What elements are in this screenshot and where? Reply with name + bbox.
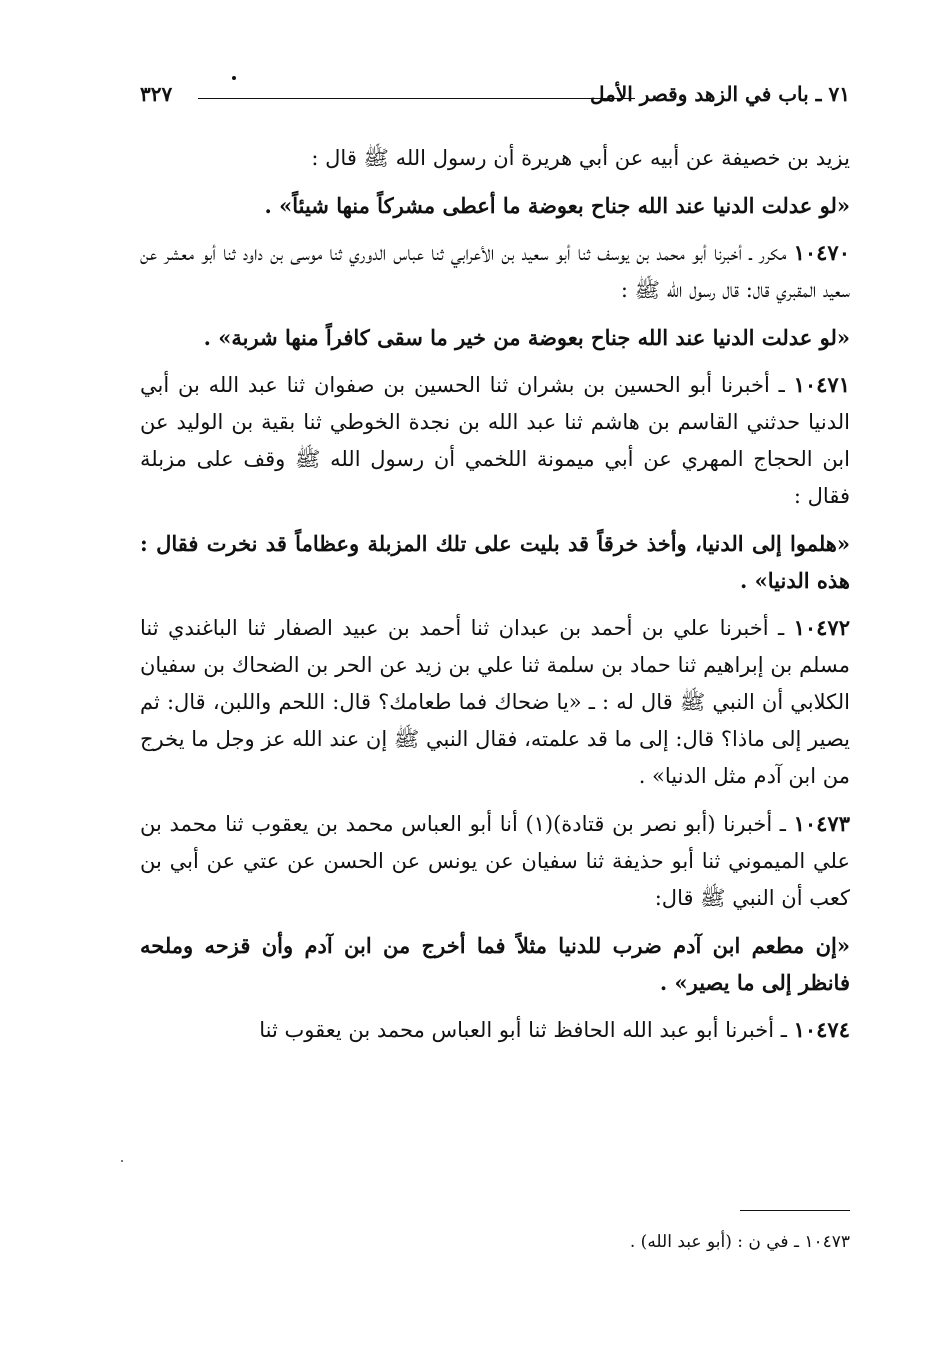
hadith-number: ١٠٤٧٣: [793, 811, 850, 836]
footnote: [140, 1232, 850, 1252]
isnad-text: ـ أخبرنا علي بن أحمد بن عبدان ثنا أحمد بن عبيد الصفار ثنا الباغندي ثنا مسلم بن إبراهيم ثنا حماد بن سلمة ثنا علي بن زيد عن الحر بن الضحاك بن سفيان الكلابي أن النبي ﷺ قال له : ـ «يا ضحاك فما طعامك؟ قال: اللحم واللبن، قال: ثم يصير إلى ماذا؟ قال: إلى ما قد علمته، فقال النبي ﷺ إن عند الله عز وجل ما يخرج من ابن آدم مثل الدنيا» .: [140, 616, 850, 788]
isnad-text: مكرر ـ أخبرنا أبو محمد بن يوسف ثنا أبو سعيد بن الأعرابي ثنا عباس الدوري ثنا موسى بن داود ثنا أبو معشر عن سعيد المقبري قال: قال رسول الله ﷺ :: [140, 241, 850, 302]
quote-text: «هلموا إلى الدنيا، وأخذ خرقاً قد بليت على تلك المزبلة وعظاماً قد نخرت فقال : هذه الدنيا» .: [140, 531, 850, 593]
paragraph-continuation: [140, 140, 850, 177]
hadith-entry: [140, 1011, 850, 1049]
hadith-quote: [140, 525, 850, 599]
hadith-entry: [140, 234, 850, 309]
hadith-entry: [140, 366, 850, 515]
hadith-entry: [140, 609, 850, 795]
hadith-number: ١٠٤٧٢: [793, 615, 850, 640]
hadith-number: ١٠٤٧٠: [793, 240, 850, 265]
hadith-number: ١٠٤٧١: [793, 372, 850, 397]
hadith-quote: [140, 187, 850, 224]
paragraph-text: يزيد بن خصيفة عن أبيه عن أبي هريرة أن رسول الله ﷺ قال :: [311, 146, 850, 170]
footnote-rule: [740, 1210, 850, 1211]
isnad-text: ـ أخبرنا أبو عبد الله الحافظ ثنا أبو العباس محمد بن يعقوب ثنا: [259, 1018, 794, 1042]
hadith-number: ١٠٤٧٤: [793, 1017, 850, 1042]
page-header: [140, 80, 850, 110]
hadith-entry: [140, 805, 850, 917]
isnad-text: ـ أخبرنا أبو الحسين بن بشران ثنا الحسين بن صفوان ثنا عبد الله بن أبي الدنيا حدثني القاسم بن هاشم ثنا عبد الله بن نجدة الخوطي ثنا بقية بن الوليد عن ابن الحجاج المهري عن أبي ميمونة اللخمي أن رسول الله ﷺ وقف على مزبلة فقال :: [140, 373, 850, 508]
quote-text: «لو عدلت الدنيا عند الله جناح بعوضة من خير ما سقى كافراً منها شربة» .: [203, 325, 850, 350]
header-rule: [198, 98, 635, 99]
hadith-quote: [140, 319, 850, 356]
main-text: [140, 140, 850, 1059]
quote-text: «لو عدلت الدنيا عند الله جناح بعوضة ما أعطى مشركاً منها شيئاً» .: [264, 193, 850, 218]
chapter-title: ٧١ ـ باب في الزهد وقصر الأمل: [590, 82, 850, 106]
scan-speck: [121, 1160, 123, 1162]
quote-text: «إن مطعم ابن آدم ضرب للدنيا مثلاً فما أخرج من ابن آدم وأن قزحه وملحه فانظر إلى ما يصير» .: [140, 933, 850, 995]
page-number: ٣٢٧: [140, 82, 173, 106]
isnad-text: ـ أخبرنا (أبو نصر بن قتادة)(١) أنا أبو العباس محمد بن يعقوب ثنا محمد بن علي الميموني ثنا أبو حذيفة ثنا سفيان عن يونس عن الحسن عن عتي عن أبي بن كعب أن النبي ﷺ قال:: [140, 812, 850, 910]
hadith-quote: [140, 927, 850, 1001]
footnote-text: ١٠٤٧٣ ـ في ن : (أبو عبد الله) .: [629, 1232, 850, 1252]
